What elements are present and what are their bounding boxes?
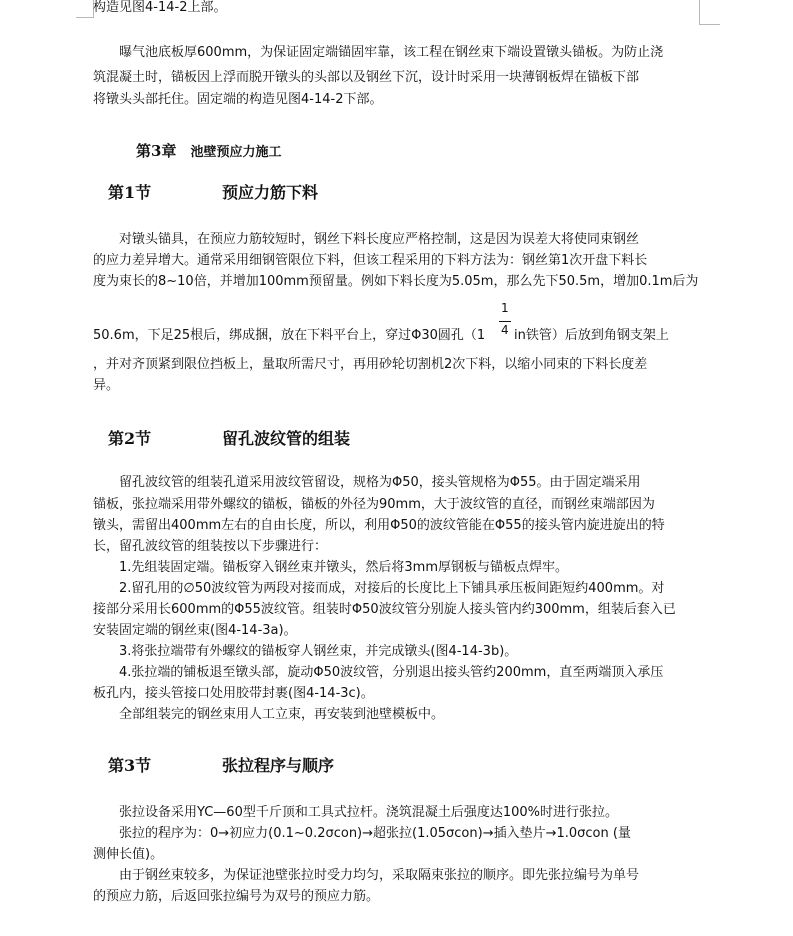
paragraph-line: ，并对齐顶紧到限位挡板上，量取所需尺寸，再用砂轮切割机2次下料，以缩小同束的下料长度差 [93, 357, 648, 372]
list-item: 1.先组装固定端。锚板穿入钢丝束并镦头，然后将3mm厚钢板与锚板点焊牢。 [119, 560, 569, 575]
fraction-bar [499, 321, 511, 322]
paragraph-line: 安装固定端的钢丝束(图4-14-3a)。 [93, 623, 297, 638]
fraction-numerator: 1 [501, 301, 509, 315]
section-number: 第2节 [108, 429, 152, 448]
paragraph-line: 对镦头锚具，在预应力筋较短时，钢丝下料长度应严格控制，这是因为误差大将使同束钢丝 [119, 232, 640, 247]
paragraph-line: in铁管）后放到角钢支架上 [514, 328, 669, 343]
paragraph-line: 的应力差异增大。通常采用细钢管限位下料，但该工程采用的下料方法为：钢丝第1次开盘下料长 [93, 253, 648, 268]
fraction-one-quarter [499, 301, 513, 341]
chapter-number: 第3章 [136, 142, 177, 160]
paragraph-line: 锚板，张拉端采用带外螺纹的锚板，锚板的外径为90mm，大于波纹管的直径，而钢丝束端部因为 [93, 497, 655, 512]
list-item: 3.将张拉端带有外螺纹的锚板穿人钢丝束，并完成镦头(图4-14-3b)。 [119, 644, 518, 659]
chapter-heading [136, 140, 281, 161]
paragraph-line: 异。 [93, 378, 120, 393]
list-item: 2.留孔用的∅50波纹管为两段对接而成，对接后的长度比上下铺具承压板间距短约400mm。对 [119, 581, 665, 596]
paragraph-line: 将镦头头部托住。固定端的构造见图4-14-2下部。 [93, 92, 383, 107]
paragraph-line: 构造见图4-14-2上部。 [93, 0, 227, 15]
paragraph-line: 的预应力筋，后返回张拉编号为双号的预应力筋。 [93, 889, 380, 904]
fraction-denominator: 4 [501, 323, 509, 337]
paragraph-line: 由于钢丝束较多，为保证池壁张拉时受力均匀，采取隔束张拉的顺序。即先张拉编号为单号 [119, 868, 640, 883]
paragraph-line: 测伸长值)。 [93, 847, 164, 862]
section-number: 第3节 [108, 756, 152, 775]
paragraph-line: 留孔波纹管的组装孔道采用波纹管留设，规格为Φ50，接头管规格为Φ55。由于固定端采用 [119, 475, 641, 490]
paragraph-line: 长，留孔波纹管的组装按以下步骤进行： [93, 539, 328, 554]
crop-mark-right [699, 0, 720, 25]
paragraph-line: 全部组装完的钢丝束用人工立束，再安装到池壁模板中。 [119, 707, 445, 722]
paragraph-line: 接部分采用长600mm的Φ55波纹管。组装时Φ50波纹管分别旋人接头管内约300mm，组装后套入已 [93, 602, 676, 617]
paragraph-line: 筑混凝土时，锚板因上浮而脱开镦头的头部以及钢丝下沉，设计时采用一块薄钢板焊在锚板下部 [93, 70, 640, 85]
section-title: 张拉程序与顺序 [222, 756, 335, 775]
paragraph-line: 张拉的程序为：0→初应力(0.1~0.2σcon)→超张拉(1.05σcon)→插入垫片→1.0σcon (量 [119, 826, 631, 841]
list-item: 4.张拉端的铺板退至镦头部，旋动Φ50波纹管，分别退出接头管约200mm，直至两端顶入承压 [119, 665, 664, 680]
paragraph-line: 曝气池底板厚600mm，为保证固定端锚固牢靠，该工程在钢丝束下端设置镦头锚板。为防止浇 [119, 45, 664, 60]
chapter-title: 池壁预应力施工 [190, 145, 282, 160]
paragraph-line: 度为束长的8~10倍，并增加100mm预留量。例如下料长度为5.05m，那么先下50.5m，增加0.1m后为 [93, 274, 699, 289]
paragraph-line: 50.6m，下足25根后，绑成捆，放在下料平台上，穿过Φ30圆孔（1 [93, 328, 486, 343]
crop-mark-left [76, 0, 94, 18]
paragraph-line: 张拉设备采用YC—60型千斤顶和工具式拉杆。浇筑混凝土后强度达100%时进行张拉。 [119, 805, 619, 820]
section-number: 第1节 [108, 183, 152, 202]
paragraph-line: 镦头，需留出400mm左右的自由长度，所以，利用Φ50的波纹管能在Φ55的接头管内旋进旋出的特 [93, 518, 665, 533]
section-title: 预应力筋下料 [222, 183, 319, 202]
section-title: 留孔波纹管的组装 [222, 429, 351, 448]
paragraph-line: 板孔内，接头管接口处用胶带封裹(图4-14-3c)。 [93, 686, 374, 701]
